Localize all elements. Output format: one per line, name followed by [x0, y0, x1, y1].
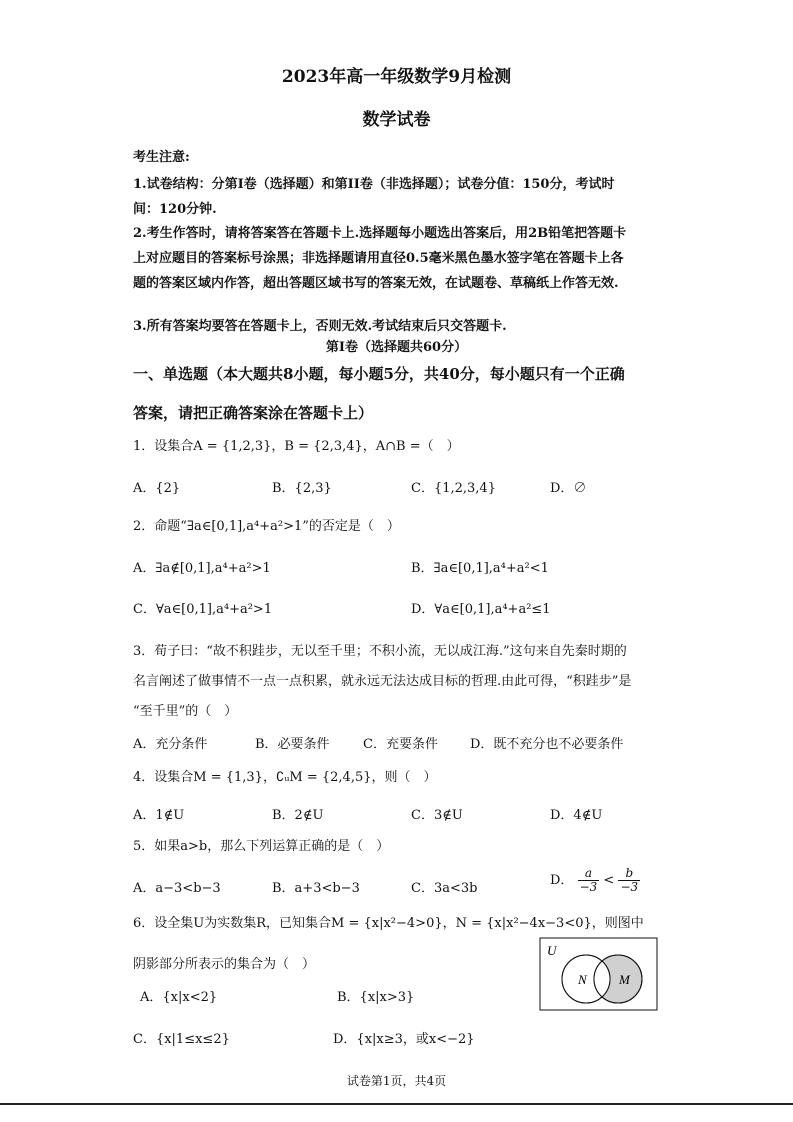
- q1-option-d: D．∅: [550, 481, 587, 496]
- q3-option-d: D．既不充分也不必要条件: [470, 737, 624, 752]
- q2-option-a: A．∃a∉[0,1],a⁴+a²>1: [133, 561, 271, 576]
- q6-option-d: D．{x|x≥3，或x<−2}: [333, 1032, 475, 1047]
- fraction-numerator: a: [578, 867, 600, 881]
- q3-line-3: “至千里”的（ ）: [133, 704, 238, 719]
- venn-label-n: N: [578, 972, 587, 987]
- fraction-numerator: b: [618, 867, 640, 881]
- less-than-sign: <: [603, 873, 615, 888]
- notes-heading: 考生注意:: [133, 150, 190, 165]
- part1-title: 第Ⅰ卷（选择题共60分）: [325, 340, 468, 355]
- fraction-a-over-neg3: [578, 867, 600, 894]
- fraction-denominator: −3: [620, 880, 639, 894]
- venn-label-u: U: [547, 943, 557, 958]
- q2-option-b: B．∃a∈[0,1],a⁴+a²<1: [411, 561, 549, 576]
- q4-stem: 4．设集合M = {1,3}，∁ᵤM = {2,4,5}，则（ ）: [133, 770, 437, 785]
- note-2-line-3: 题的答案区域内作答，超出答题区域书写的答案无效，在试题卷、草稿纸上作答无效.: [133, 276, 619, 291]
- q4-option-b: B．2∉U: [272, 808, 324, 823]
- q5-stem: 5．如果a>b，那么下列运算正确的是（ ）: [133, 839, 390, 854]
- q1-option-a: A．{2}: [133, 481, 181, 496]
- note-2-line-1: 2.考生作答时，请将答案答在答题卡上.选择题每小题选出答案后，用2B铅笔把答题卡: [133, 226, 627, 241]
- q6-option-c: C．{x|1≤x≤2}: [133, 1032, 230, 1047]
- q5-option-d: [550, 867, 640, 894]
- page-subtitle: 数学试卷: [362, 110, 431, 130]
- page-title: 2023年高一年级数学9月检测: [281, 67, 512, 87]
- footer-rule: [0, 1103, 793, 1105]
- q3-option-c: C．充要条件: [363, 737, 438, 752]
- q2-option-d: D．∀a∈[0,1],a⁴+a²≤1: [411, 602, 551, 617]
- q4-option-a: A．1∉U: [133, 808, 185, 823]
- q1-option-b: B．{2,3}: [272, 481, 332, 496]
- q1-stem: 1．设集合A = {1,2,3}，B = {2,3,4}，A∩B =（ ）: [133, 439, 460, 454]
- q6-line-2: 阴影部分所表示的集合为（ ）: [133, 957, 316, 972]
- q6-line-1: 6．设全集U为实数集R，已知集合M = {x|x²−4>0}，N = {x|x²−4x−3<0}，则图中: [133, 916, 644, 931]
- section1-line-2: 答案，请把正确答案涂在答题卡上）: [133, 404, 374, 422]
- q3-option-b: B．必要条件: [255, 737, 330, 752]
- q5-option-d-label: D．: [550, 873, 574, 888]
- fraction-b-over-neg3: [618, 867, 640, 894]
- q5-option-a: A．a−3<b−3: [133, 881, 221, 896]
- section1-line-1: 一、单选题（本大题共8小题，每小题5分，共40分，每小题只有一个正确: [133, 365, 625, 383]
- q1-option-c: C．{1,2,3,4}: [411, 481, 496, 496]
- q3-line-1: 3．荀子曰：“故不积跬步，无以至千里；不积小流，无以成江海.”这句来自先秦时期的: [133, 644, 627, 659]
- q3-line-2: 名言阐述了做事情不一点一点积累，就永远无法达成目标的哲理.由此可得，“积跬步”是: [133, 674, 632, 689]
- q6-option-b: B．{x|x>3}: [337, 990, 415, 1005]
- note-3: 3.所有答案均要答在答题卡上，否则无效.考试结束后只交答题卡.: [133, 319, 507, 334]
- q6-option-a: A．{x|x<2}: [140, 990, 218, 1005]
- note-1-line-2: 间：120分钟.: [133, 202, 217, 217]
- q3-option-a: A．充分条件: [133, 737, 208, 752]
- venn-diagram: [539, 937, 659, 1012]
- q2-stem: 2．命题“∃a∈[0,1],a⁴+a²>1”的否定是（ ）: [133, 519, 400, 534]
- page-footer: 试卷第1页，共4页: [346, 1074, 447, 1088]
- q5-option-b: B．a+3<b−3: [272, 881, 360, 896]
- note-2-line-2: 上对应题目的答案标号涂黑；非选择题请用直径0.5毫米黑色墨水签字笔在答题卡上各: [133, 251, 624, 266]
- q4-option-d: D．4∉U: [550, 808, 603, 823]
- venn-label-m: M: [619, 972, 630, 987]
- note-1-line-1: 1.试卷结构：分第Ⅰ卷（选择题）和第ⅠⅠ卷（非选择题）；试卷分值：150分，考试时: [133, 177, 615, 192]
- fraction-denominator: −3: [579, 880, 598, 894]
- q4-option-c: C．3∉U: [411, 808, 463, 823]
- q2-option-c: C．∀a∈[0,1],a⁴+a²>1: [133, 602, 273, 617]
- q5-option-c: C．3a<3b: [411, 881, 478, 896]
